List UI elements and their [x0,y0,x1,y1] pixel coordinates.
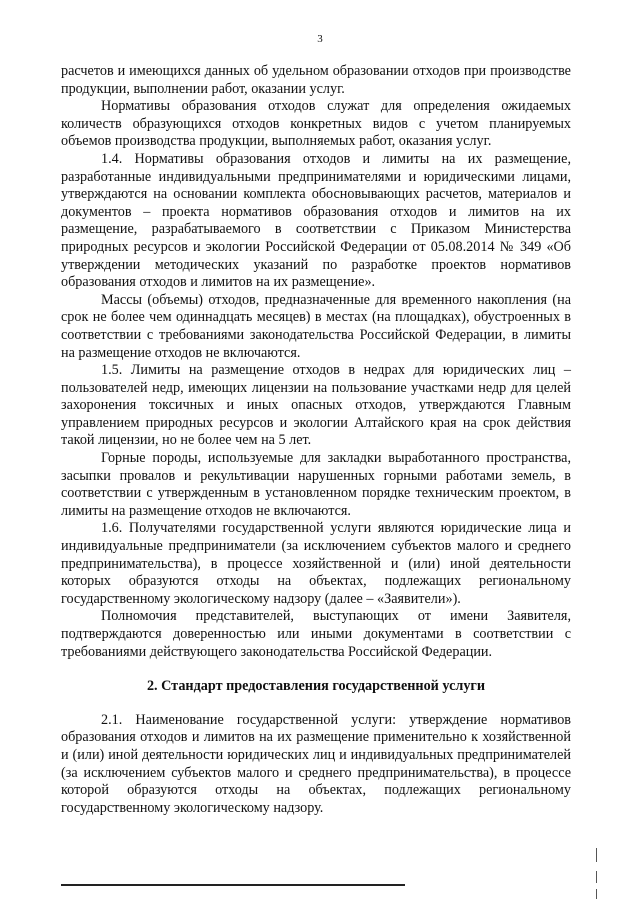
page-number: 3 [317,33,323,45]
paragraph: Горные породы, используемые для закладки выработанного пространства, засыпки провалов и рекультивации нарушенных горными работами земель, в соответствии с утвержденным в установленном порядке техническим проектом, в лимиты на размещение отходов не включаются. [61,450,571,519]
paragraph: расчетов и имеющихся данных об удельном образовании отходов при производстве продукции, выполнении работ, оказании услуг. [61,63,571,97]
footer-rule [61,884,405,886]
margin-mark [596,848,597,862]
paragraph: 1.4. Нормативы образования отходов и лимиты на их размещение, разработанные индивидуальными предпринимателями и юридическими лицами, утверждаются на основании комплекта обосновывающих расчетов, материалов и документов – проекта нормативов образования отходов и лимитов на их размещение, разрабатываемого в соответствии с Приказом Министерства природных ресурсов и экологии Российской Федерации от 05.08.2014 № 349 «Об утверждении методических указаний по разработке проектов нормативов образования отходов и лимитов на их размещение». [61,150,571,291]
paragraph: Полномочия представителей, выступающих от имени Заявителя, подтверждаются доверенностью или иными документами в соответствии с требованиями действующего законодательства Российской Федерации. [61,608,571,660]
document-body [61,63,571,817]
paragraph: 1.5. Лимиты на размещение отходов в недрах для юридических лиц – пользователей недр, имеющих лицензии на пользование участками недр для целей захоронения токсичных и иных опасных отходов, утверждаются Главным управлением природных ресурсов и экологии Алтайского края на срок действия такой лицензии, но не более чем на 5 лет. [61,362,571,449]
paragraph: Массы (объемы) отходов, предназначенные для временного накопления (на срок не более чем одиннадцать месяцев) в местах (на площадках), обустроенных в соответствии с требованиями законодательства Российской Федерации, в лимиты на размещение отходов не включаются. [61,291,571,361]
margin-mark [596,871,597,883]
paragraph: 1.6. Получателями государственной услуги являются юридические лица и индивидуальные предприниматели (за исключением субъектов малого и среднего предпринимательства), в процессе хозяйственной и (или) иной деятельности которых образуются отходы на объектах, подлежащих региональному государственному экологическому надзору (далее – «Заявители»). [61,520,571,607]
section-heading: 2. Стандарт предоставления государственной услуги [146,678,486,695]
margin-mark [596,889,597,899]
paragraph: Нормативы образования отходов служат для определения ожидаемых количеств образующихся отходов конкретных видов с учетом планируемых объемов производства продукции, выполняемых работ, оказания услуг. [61,98,571,150]
paragraph: 2.1. Наименование государственной услуги: утверждение нормативов образования отходов и лимитов на их размещение применительно к хозяйственной и (или) иной деятельности юридических лиц и индивидуальных предпринимателей (за исключением субъектов малого и среднего предпринимательства), в процессе которой образуются отходы на объектах, подлежащих региональному государственному экологическому надзору. [61,711,571,816]
